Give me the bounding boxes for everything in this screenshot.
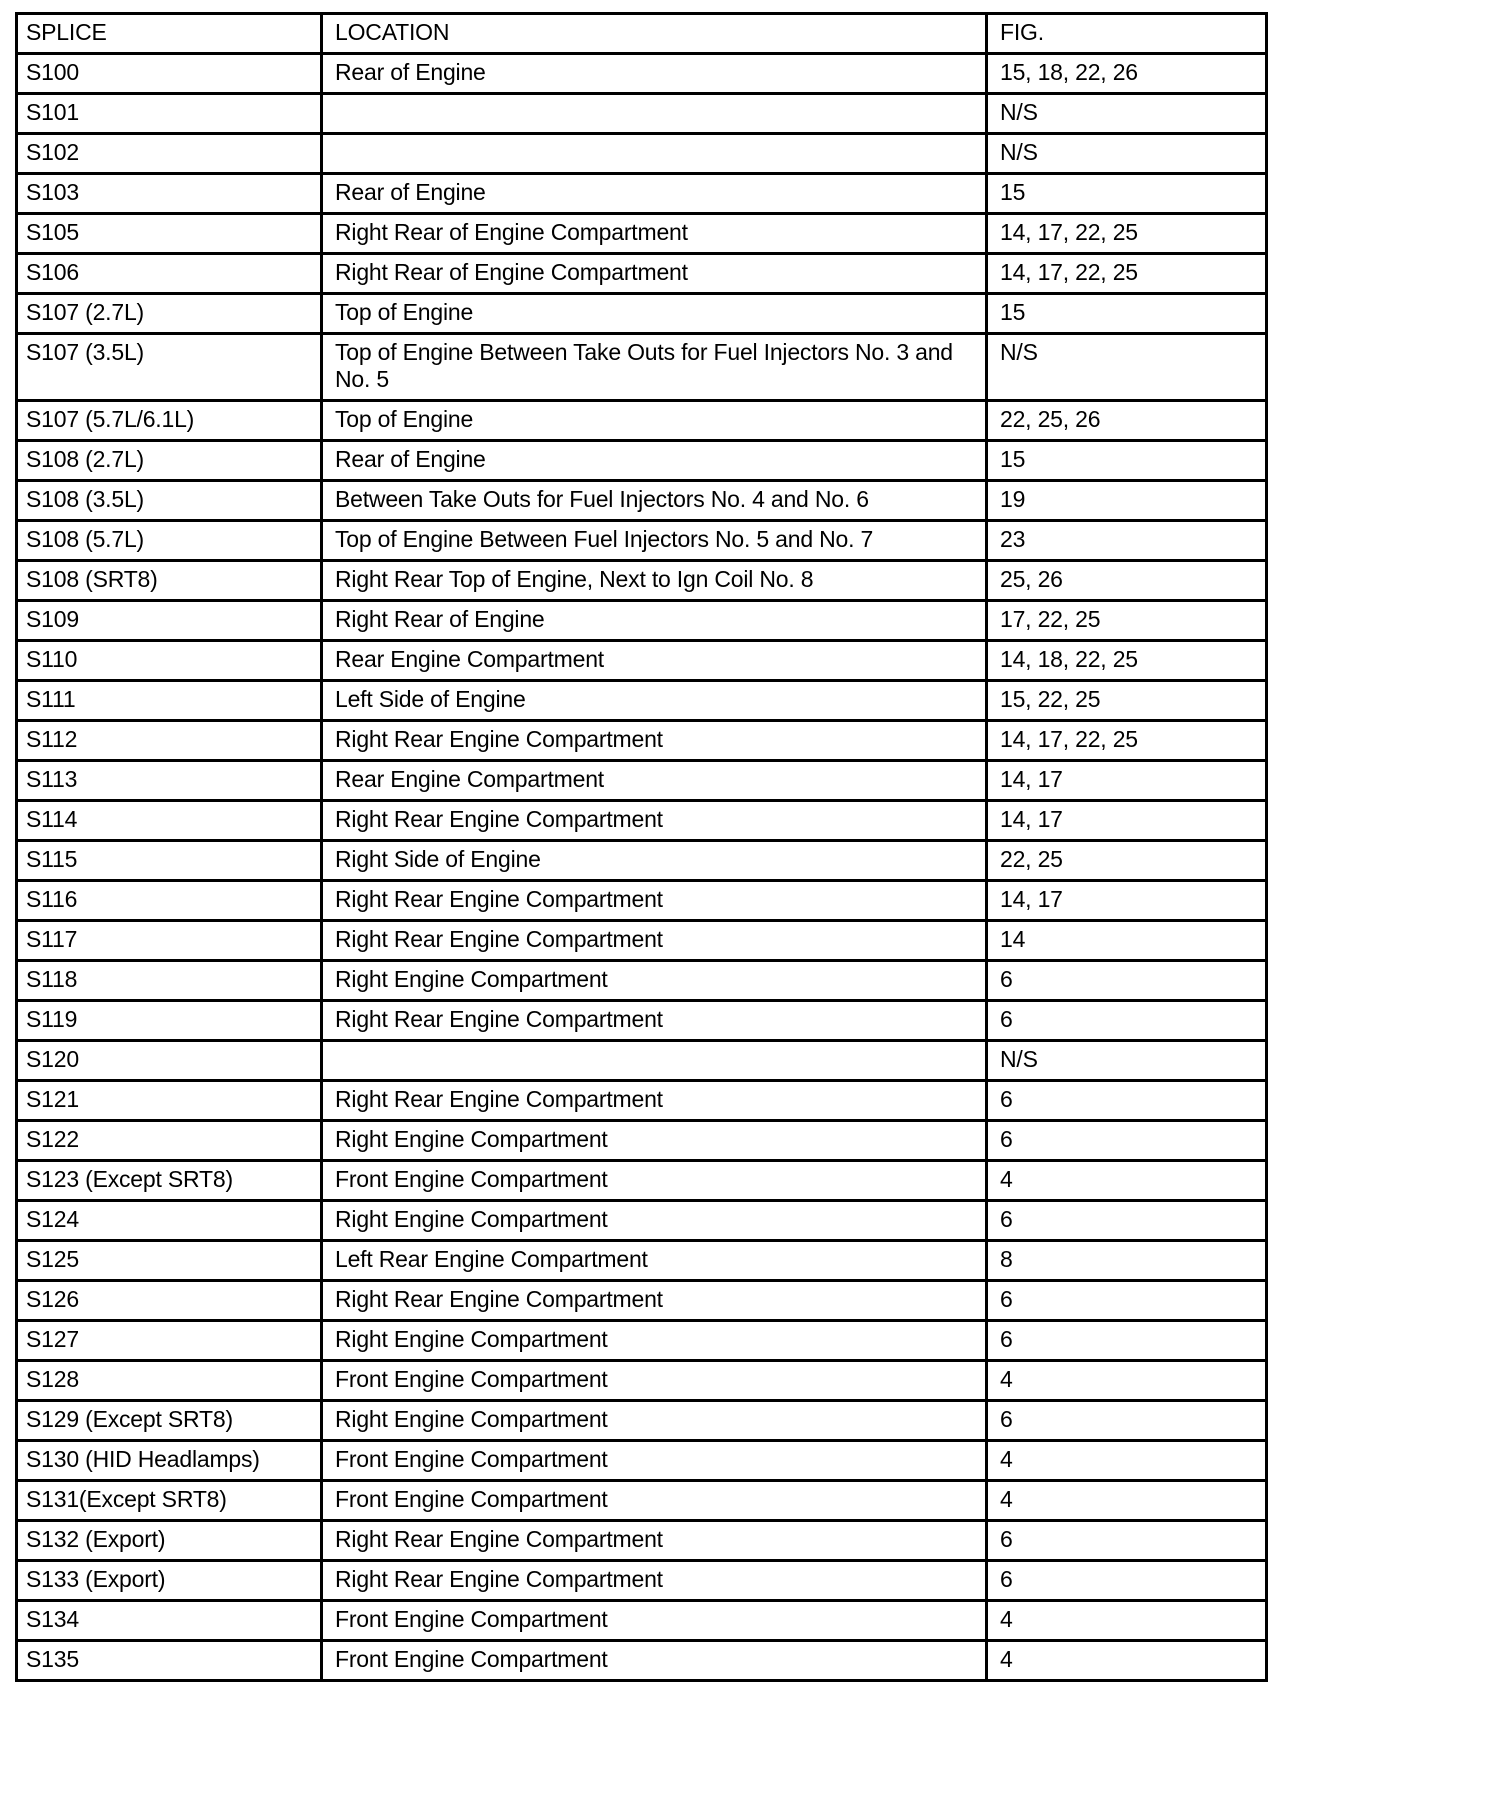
location-cell: Between Take Outs for Fuel Injectors No. 4 and No. 6 bbox=[322, 481, 987, 521]
splice-cell: S133 (Export) bbox=[17, 1561, 322, 1601]
fig-cell: 14, 17 bbox=[987, 801, 1267, 841]
fig-cell: 19 bbox=[987, 481, 1267, 521]
splice-cell: S135 bbox=[17, 1641, 322, 1681]
fig-cell: 4 bbox=[987, 1601, 1267, 1641]
fig-cell: 6 bbox=[987, 1521, 1267, 1561]
splice-cell: S112 bbox=[17, 721, 322, 761]
location-cell: Right Engine Compartment bbox=[322, 961, 987, 1001]
splice-cell: S111 bbox=[17, 681, 322, 721]
fig-cell: 25, 26 bbox=[987, 561, 1267, 601]
splice-cell: S117 bbox=[17, 921, 322, 961]
fig-cell: 14, 17, 22, 25 bbox=[987, 721, 1267, 761]
splice-cell: S130 (HID Headlamps) bbox=[17, 1441, 322, 1481]
fig-cell: 6 bbox=[987, 1321, 1267, 1361]
location-cell: Left Rear Engine Compartment bbox=[322, 1241, 987, 1281]
table-row bbox=[17, 174, 1267, 214]
splice-cell: S113 bbox=[17, 761, 322, 801]
location-cell: Right Rear Engine Compartment bbox=[322, 921, 987, 961]
splice-cell: S108 (2.7L) bbox=[17, 441, 322, 481]
fig-cell: 6 bbox=[987, 1001, 1267, 1041]
splice-cell: S107 (2.7L) bbox=[17, 294, 322, 334]
location-cell bbox=[322, 94, 987, 134]
splice-cell: S129 (Except SRT8) bbox=[17, 1401, 322, 1441]
table-row bbox=[17, 921, 1267, 961]
fig-cell: 6 bbox=[987, 1201, 1267, 1241]
location-cell: Right Side of Engine bbox=[322, 841, 987, 881]
fig-cell: 22, 25 bbox=[987, 841, 1267, 881]
location-cell: Rear Engine Compartment bbox=[322, 641, 987, 681]
fig-cell: 4 bbox=[987, 1641, 1267, 1681]
fig-cell: 14, 18, 22, 25 bbox=[987, 641, 1267, 681]
fig-cell: N/S bbox=[987, 134, 1267, 174]
table-row bbox=[17, 94, 1267, 134]
table-row bbox=[17, 481, 1267, 521]
location-cell: Right Engine Compartment bbox=[322, 1201, 987, 1241]
fig-cell: 8 bbox=[987, 1241, 1267, 1281]
splice-cell: S114 bbox=[17, 801, 322, 841]
splice-cell: S108 (SRT8) bbox=[17, 561, 322, 601]
location-cell: Front Engine Compartment bbox=[322, 1441, 987, 1481]
table-row bbox=[17, 881, 1267, 921]
header-row bbox=[17, 14, 1267, 54]
table-row bbox=[17, 214, 1267, 254]
table-row bbox=[17, 1081, 1267, 1121]
table-row bbox=[17, 721, 1267, 761]
table-row bbox=[17, 1521, 1267, 1561]
location-cell: Right Rear of Engine bbox=[322, 601, 987, 641]
location-cell: Top of Engine bbox=[322, 294, 987, 334]
splice-location-table bbox=[15, 12, 1268, 1682]
fig-cell: 14, 17 bbox=[987, 761, 1267, 801]
table-row bbox=[17, 1481, 1267, 1521]
table-row bbox=[17, 1161, 1267, 1201]
table-row bbox=[17, 1401, 1267, 1441]
header-fig: FIG. bbox=[987, 14, 1267, 54]
table-row bbox=[17, 441, 1267, 481]
splice-cell: S103 bbox=[17, 174, 322, 214]
fig-cell: N/S bbox=[987, 334, 1267, 401]
splice-cell: S121 bbox=[17, 1081, 322, 1121]
table-row bbox=[17, 334, 1267, 401]
table-row bbox=[17, 1321, 1267, 1361]
location-cell: Rear Engine Compartment bbox=[322, 761, 987, 801]
table-row bbox=[17, 961, 1267, 1001]
fig-cell: N/S bbox=[987, 1041, 1267, 1081]
fig-cell: 14, 17, 22, 25 bbox=[987, 214, 1267, 254]
location-cell: Right Engine Compartment bbox=[322, 1121, 987, 1161]
location-cell: Right Engine Compartment bbox=[322, 1321, 987, 1361]
table-row bbox=[17, 1441, 1267, 1481]
fig-cell: 4 bbox=[987, 1481, 1267, 1521]
splice-cell: S108 (5.7L) bbox=[17, 521, 322, 561]
table-row bbox=[17, 1561, 1267, 1601]
splice-cell: S118 bbox=[17, 961, 322, 1001]
location-cell: Right Rear Engine Compartment bbox=[322, 801, 987, 841]
table-row bbox=[17, 54, 1267, 94]
fig-cell: 15 bbox=[987, 174, 1267, 214]
table-row bbox=[17, 1121, 1267, 1161]
location-cell: Front Engine Compartment bbox=[322, 1641, 987, 1681]
fig-cell: 6 bbox=[987, 1121, 1267, 1161]
location-cell: Front Engine Compartment bbox=[322, 1161, 987, 1201]
table-row bbox=[17, 1361, 1267, 1401]
table-header bbox=[17, 14, 1267, 54]
fig-cell: N/S bbox=[987, 94, 1267, 134]
location-cell: Right Rear Engine Compartment bbox=[322, 1281, 987, 1321]
splice-cell: S107 (5.7L/6.1L) bbox=[17, 401, 322, 441]
location-cell: Top of Engine Between Fuel Injectors No. 5 and No. 7 bbox=[322, 521, 987, 561]
table-row bbox=[17, 1041, 1267, 1081]
location-cell: Front Engine Compartment bbox=[322, 1361, 987, 1401]
table-row bbox=[17, 1641, 1267, 1681]
location-cell: Rear of Engine bbox=[322, 441, 987, 481]
table-row bbox=[17, 1241, 1267, 1281]
table-row bbox=[17, 401, 1267, 441]
splice-cell: S126 bbox=[17, 1281, 322, 1321]
fig-cell: 4 bbox=[987, 1361, 1267, 1401]
fig-cell: 17, 22, 25 bbox=[987, 601, 1267, 641]
splice-cell: S122 bbox=[17, 1121, 322, 1161]
location-cell: Right Rear Engine Compartment bbox=[322, 1561, 987, 1601]
table-row bbox=[17, 1201, 1267, 1241]
splice-cell: S128 bbox=[17, 1361, 322, 1401]
location-cell bbox=[322, 134, 987, 174]
location-cell: Right Rear of Engine Compartment bbox=[322, 254, 987, 294]
location-cell: Front Engine Compartment bbox=[322, 1481, 987, 1521]
fig-cell: 4 bbox=[987, 1161, 1267, 1201]
splice-cell: S120 bbox=[17, 1041, 322, 1081]
table-row bbox=[17, 254, 1267, 294]
location-cell: Rear of Engine bbox=[322, 174, 987, 214]
fig-cell: 6 bbox=[987, 1081, 1267, 1121]
fig-cell: 14 bbox=[987, 921, 1267, 961]
table-row bbox=[17, 1601, 1267, 1641]
splice-cell: S108 (3.5L) bbox=[17, 481, 322, 521]
location-cell: Right Rear Engine Compartment bbox=[322, 881, 987, 921]
table-row bbox=[17, 841, 1267, 881]
splice-cell: S132 (Export) bbox=[17, 1521, 322, 1561]
splice-cell: S131(Except SRT8) bbox=[17, 1481, 322, 1521]
splice-cell: S109 bbox=[17, 601, 322, 641]
location-cell: Right Rear Engine Compartment bbox=[322, 721, 987, 761]
splice-cell: S102 bbox=[17, 134, 322, 174]
splice-cell: S105 bbox=[17, 214, 322, 254]
table-row bbox=[17, 561, 1267, 601]
fig-cell: 22, 25, 26 bbox=[987, 401, 1267, 441]
header-splice: SPLICE bbox=[17, 14, 322, 54]
table-row bbox=[17, 134, 1267, 174]
fig-cell: 14, 17, 22, 25 bbox=[987, 254, 1267, 294]
splice-cell: S119 bbox=[17, 1001, 322, 1041]
location-cell: Top of Engine bbox=[322, 401, 987, 441]
location-cell bbox=[322, 1041, 987, 1081]
fig-cell: 14, 17 bbox=[987, 881, 1267, 921]
location-cell: Front Engine Compartment bbox=[322, 1601, 987, 1641]
splice-cell: S124 bbox=[17, 1201, 322, 1241]
fig-cell: 15, 18, 22, 26 bbox=[987, 54, 1267, 94]
splice-cell: S100 bbox=[17, 54, 322, 94]
table-body bbox=[17, 54, 1267, 1681]
location-cell: Right Rear Engine Compartment bbox=[322, 1001, 987, 1041]
fig-cell: 6 bbox=[987, 1561, 1267, 1601]
splice-cell: S125 bbox=[17, 1241, 322, 1281]
fig-cell: 6 bbox=[987, 961, 1267, 1001]
fig-cell: 6 bbox=[987, 1401, 1267, 1441]
splice-cell: S123 (Except SRT8) bbox=[17, 1161, 322, 1201]
table-row bbox=[17, 294, 1267, 334]
table-row bbox=[17, 681, 1267, 721]
splice-cell: S107 (3.5L) bbox=[17, 334, 322, 401]
fig-cell: 15 bbox=[987, 441, 1267, 481]
table-row bbox=[17, 601, 1267, 641]
location-cell: Right Engine Compartment bbox=[322, 1401, 987, 1441]
table-row bbox=[17, 761, 1267, 801]
location-cell: Right Rear Top of Engine, Next to Ign Coil No. 8 bbox=[322, 561, 987, 601]
splice-cell: S110 bbox=[17, 641, 322, 681]
fig-cell: 4 bbox=[987, 1441, 1267, 1481]
splice-cell: S134 bbox=[17, 1601, 322, 1641]
fig-cell: 15 bbox=[987, 294, 1267, 334]
location-cell: Left Side of Engine bbox=[322, 681, 987, 721]
fig-cell: 6 bbox=[987, 1281, 1267, 1321]
location-cell: Rear of Engine bbox=[322, 54, 987, 94]
location-cell: Right Rear of Engine Compartment bbox=[322, 214, 987, 254]
table-row bbox=[17, 1001, 1267, 1041]
fig-cell: 23 bbox=[987, 521, 1267, 561]
fig-cell: 15, 22, 25 bbox=[987, 681, 1267, 721]
splice-cell: S101 bbox=[17, 94, 322, 134]
splice-cell: S127 bbox=[17, 1321, 322, 1361]
location-cell: Right Rear Engine Compartment bbox=[322, 1081, 987, 1121]
splice-cell: S115 bbox=[17, 841, 322, 881]
location-cell: Top of Engine Between Take Outs for Fuel Injectors No. 3 and No. 5 bbox=[322, 334, 987, 401]
splice-cell: S116 bbox=[17, 881, 322, 921]
splice-cell: S106 bbox=[17, 254, 322, 294]
table-row bbox=[17, 521, 1267, 561]
table-row bbox=[17, 641, 1267, 681]
table-row bbox=[17, 1281, 1267, 1321]
location-cell: Right Rear Engine Compartment bbox=[322, 1521, 987, 1561]
table-row bbox=[17, 801, 1267, 841]
header-location: LOCATION bbox=[322, 14, 987, 54]
